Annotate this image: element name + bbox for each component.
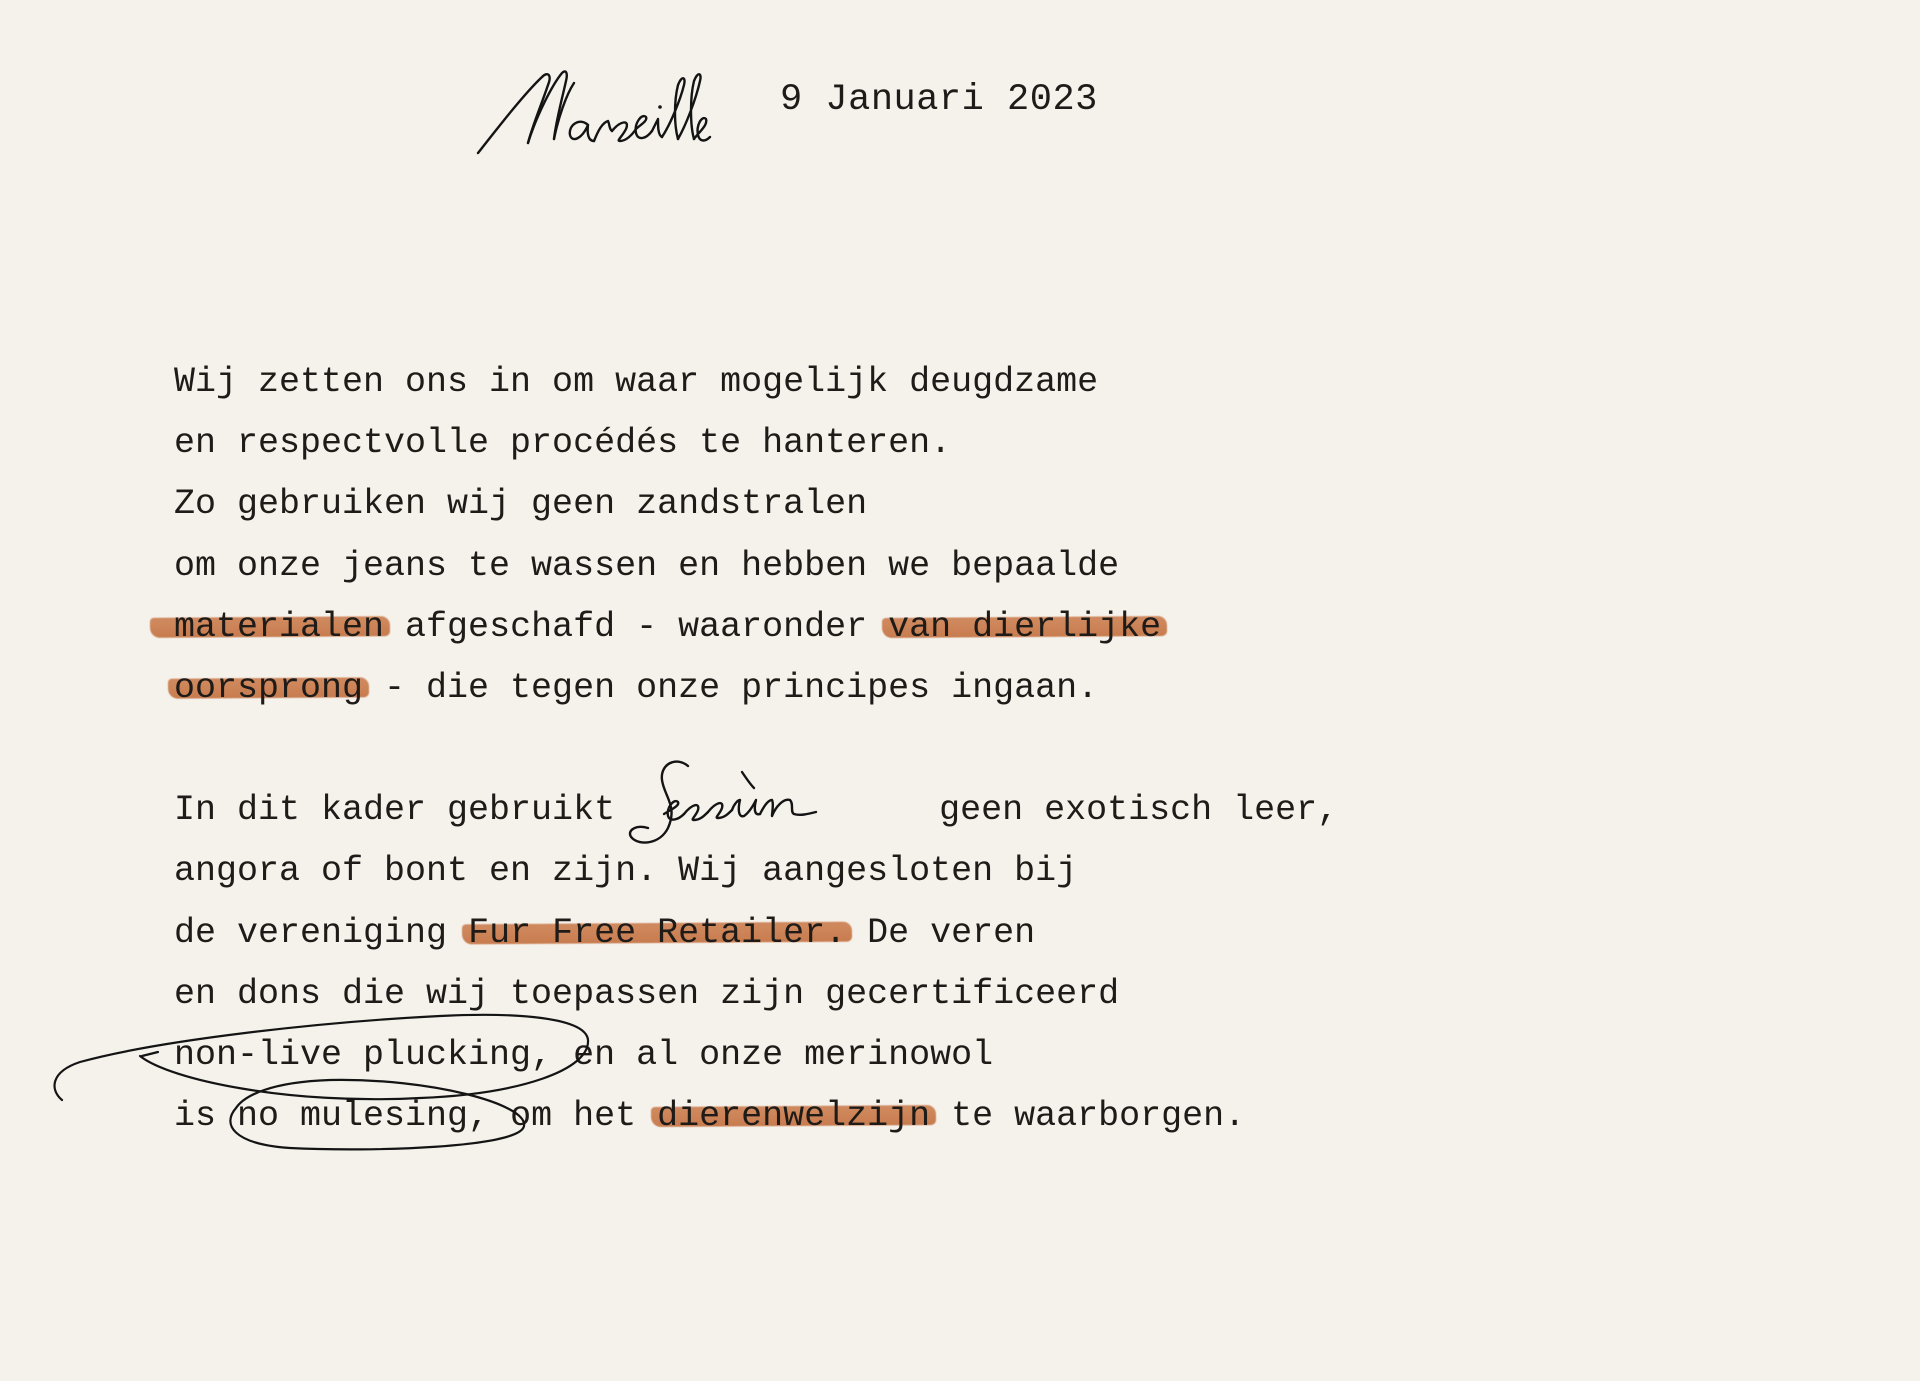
letter-header — [470, 55, 1210, 165]
letter-body — [174, 352, 1774, 1147]
city-signature — [470, 55, 770, 165]
text-segment: de vereniging — [174, 912, 469, 953]
highlight-oorsprong: oorsprong — [174, 667, 364, 708]
text-line — [174, 658, 1774, 719]
letter-date: 9 Januari 2023 — [780, 79, 1098, 121]
text-line: Zo gebruiken wij geen zandstralen — [174, 484, 868, 525]
text-segment: om het — [489, 1096, 658, 1137]
circled-no-mulesing: no mulesing, — [237, 1096, 490, 1137]
brand-signature-drawing — [626, 742, 926, 852]
text-line — [174, 597, 1774, 658]
text-segment: te waarborgen. — [930, 1096, 1246, 1137]
highlight-materialen: materialen — [174, 606, 385, 647]
circled-non-live-plucking: non-live plucking, — [174, 1034, 553, 1075]
text-line: en dons die wij toepassen zijn gecertificeerd — [174, 973, 1120, 1014]
text-line: Wij zetten ons in om waar mogelijk deugdzame — [174, 362, 1099, 402]
text-line: angora of bont en zijn. Wij aangesloten bij — [174, 851, 1078, 892]
text-line — [174, 903, 1774, 964]
text-segment: - die tegen onze principes ingaan. — [363, 667, 1099, 708]
text-segment: geen exotisch leer, — [918, 790, 1339, 831]
text-line — [174, 780, 1774, 841]
ink-tick-non-live-plucking — [142, 1052, 158, 1056]
text-segment: en al onze merinowol — [552, 1034, 994, 1075]
highlight-dierenwelzijn: dierenwelzijn — [657, 1096, 931, 1137]
text-line — [174, 1025, 1774, 1086]
paragraph-1 — [174, 352, 1774, 719]
text-line — [174, 1086, 1774, 1147]
text-segment: De veren — [846, 912, 1036, 953]
highlight-fur-free-retailer: Fur Free Retailer. — [468, 912, 847, 953]
highlight-van-dierlijke: van dierlijke — [888, 606, 1162, 647]
text-line: en respectvolle procédés te hanteren. — [174, 423, 952, 464]
brand-signature — [636, 790, 918, 830]
paragraph-2 — [174, 780, 1774, 1147]
text-segment: afgeschafd - waaronder — [384, 606, 889, 647]
text-segment: In dit kader gebruikt — [174, 790, 637, 831]
text-segment: is — [174, 1096, 238, 1137]
text-line: om onze jeans te wassen en hebben we bepaalde — [174, 545, 1120, 586]
